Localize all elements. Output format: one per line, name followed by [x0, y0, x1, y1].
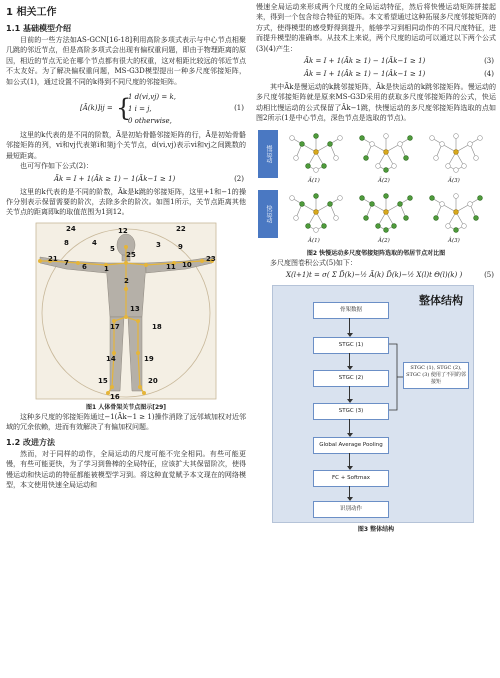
joint-number-label: 2 — [124, 276, 129, 285]
graph-node — [322, 163, 327, 168]
figure-3-caption: 图3 整体结构 — [357, 526, 395, 534]
figure-1-skeleton — [6, 221, 246, 403]
joint-number-label: 17 — [110, 322, 120, 331]
graph-node — [392, 163, 397, 168]
graph-node — [454, 227, 459, 232]
stgc-3-box: STGC (3) — [313, 403, 389, 420]
output-action-box: 识别动作 — [313, 501, 389, 518]
graph-node — [398, 141, 403, 146]
graph-node — [338, 195, 343, 200]
joint-number-label: 21 — [48, 254, 58, 263]
joint-number-label: 9 — [178, 242, 183, 251]
sub-label: Ã(2) — [378, 177, 390, 184]
sub-label: Â(3) — [448, 237, 460, 244]
graph-node — [446, 223, 451, 228]
skeleton-figure — [6, 221, 246, 403]
graph-node — [328, 141, 333, 146]
equation-case: 1 d(vi,vj) = k, — [128, 93, 176, 102]
equation-number: (4) — [484, 70, 494, 79]
graph-node — [434, 215, 439, 220]
graph-node — [322, 223, 327, 228]
joint-number-label: 20 — [148, 376, 158, 385]
center-node — [314, 149, 319, 154]
graph-node — [454, 193, 459, 198]
graph-node — [290, 135, 295, 140]
joint-number-label: 6 — [82, 262, 87, 271]
slow-motion-label: 慢运动 — [258, 130, 278, 178]
joint-number-label: 12 — [118, 226, 128, 235]
graph-node — [294, 215, 299, 220]
paragraph: 这种多尺度的邻接矩阵通过−1(Ãk−1 ≥ 1)操作消除了远邻域加权对近邻域的冗余依赖，进而有效解决了有偏加权问题。 — [6, 412, 246, 432]
graph-node — [454, 167, 459, 172]
sub-label: Ã(3) — [448, 177, 460, 184]
graph-node — [478, 195, 483, 200]
graph-node — [392, 223, 397, 228]
joint-number-label: 16 — [110, 392, 120, 401]
sub-label: Â(1) — [308, 237, 320, 244]
center-node — [314, 209, 319, 214]
joint-number-label: 15 — [98, 376, 108, 385]
graph-node — [370, 141, 375, 146]
graph-node — [314, 227, 319, 232]
graph-node — [440, 201, 445, 206]
paragraph: 也可写作如下公式(2)： — [20, 162, 93, 171]
joint-number-label: 25 — [126, 250, 136, 259]
graph-node — [314, 167, 319, 172]
equation-lhs: [Ã(k)]ij = — [80, 104, 113, 113]
graph-node — [306, 223, 311, 228]
center-node — [384, 209, 389, 214]
paragraph: 多尺度图卷积公式(5)如下： — [270, 258, 357, 267]
graph-node — [300, 201, 305, 206]
joint-number-label: 8 — [64, 238, 69, 247]
equation-number: (5) — [484, 271, 494, 280]
stgc-bracket — [273, 286, 473, 522]
graph-node — [376, 223, 381, 228]
joint-number-label: 11 — [166, 262, 176, 271]
section-title: 1 相关工作 — [6, 7, 57, 18]
joint-number-label: 19 — [144, 354, 154, 363]
right-column — [256, 0, 496, 678]
joint-number-label: 24 — [66, 224, 76, 233]
equation-2 — [6, 174, 246, 185]
equation-number: (3) — [484, 57, 494, 66]
joint-number-label: 22 — [176, 224, 186, 233]
stgc-note: STGC (1), STGC (2), STGC (3) 使用了不同的邻接矩 — [403, 362, 469, 389]
graph-node — [384, 133, 389, 138]
graph-node — [404, 215, 409, 220]
sub-label: Â(2) — [378, 237, 390, 244]
graph-node — [364, 215, 369, 220]
graph-node — [370, 201, 375, 206]
figure-3-title: 整体结构 — [419, 294, 463, 308]
graph-node — [328, 201, 333, 206]
graph-node — [290, 195, 295, 200]
equation-body: Âk = I + 1(Âk ≥ 1) − 1(Âk−1 ≥ 1) — [304, 70, 426, 79]
joint-number-label: 18 — [152, 322, 162, 331]
joint-number-label: 13 — [130, 304, 140, 313]
joint-number-label: 7 — [64, 258, 69, 267]
joint-number-label: 10 — [182, 260, 192, 269]
graph-node — [384, 193, 389, 198]
graph-node — [398, 201, 403, 206]
graph-node — [462, 163, 467, 168]
equation-1 — [6, 90, 246, 128]
graph-node — [478, 135, 483, 140]
graph-node — [430, 135, 435, 140]
graph-node — [376, 163, 381, 168]
sub-label: Ã(1) — [308, 177, 320, 184]
fc-softmax-box: FC + Softmax — [313, 470, 389, 487]
joint-number-label: 4 — [92, 238, 97, 247]
paragraph: 目前的一些方法如AS-GCN[16-18]利用高阶多项式表示与中心节点相聚几跳的邻近节点，但是高阶多项式会出现有偏权重问题，即由于物理距离的原因，相近的节点无论在哪个节点都有很大的权重，这对相距比较远的邻近节点不太友好。为了解决偏权重问题，MS-G3D模型提出一种多尺度邻接矩阵，如公式(1)，通过设置不同的k得到不同尺度的邻接矩阵。 — [6, 36, 246, 86]
equation-3 — [256, 56, 496, 67]
graph-node — [434, 155, 439, 160]
equation-5 — [256, 270, 496, 281]
graph-node — [300, 141, 305, 146]
equation-4 — [256, 69, 496, 80]
brace: { — [116, 94, 132, 123]
graph-node — [364, 155, 369, 160]
graph-node — [446, 163, 451, 168]
graph-node — [404, 155, 409, 160]
graph-node — [474, 215, 479, 220]
subsection-title-2: 1.2 改进方法 — [6, 437, 55, 447]
gap-box: Global Average Pooling — [313, 437, 389, 454]
graph-node — [294, 155, 299, 160]
graph-node — [430, 195, 435, 200]
equation-case: 1 i = j, — [128, 105, 152, 114]
left-column — [6, 0, 246, 678]
input-skeleton-box: 骨架数据 — [313, 302, 389, 319]
graph-node — [408, 195, 413, 200]
joint-number-label: 5 — [110, 244, 115, 253]
joint-number-label: 1 — [104, 264, 109, 273]
graph-node — [408, 135, 413, 140]
graph-node — [468, 141, 473, 146]
graph-node — [474, 155, 479, 160]
graph-node — [384, 167, 389, 172]
equation-body: Ãk = I + 1(Ãk ≥ 1) − 1(Ãk−1 ≥ 1) — [304, 57, 426, 66]
graph-node — [468, 201, 473, 206]
paragraph: 慢速全局运动来形成两个尺度的全局运动特征，然后将快慢运动矩阵拼接起来，得到一个包含综合特征的矩阵。本文希望通过这种拓展多尺度邻接矩阵的方式，使得模型的感受野得到提升，能够学习到相同动作的不同尺度特征，进而提升模型的准确率。从技术上来说，两个尺度的运动可以通过以下两个公式(3)(4)产生： — [256, 3, 496, 53]
equation-number: (2) — [234, 174, 244, 183]
paragraph: 这里的k代表的是不同的阶数，Ã是初始骨骼邻接矩阵的行，Ã是初始骨骼邻接矩阵的列，vi和vj代表第i和第j个关节点，d(vi,vj)表示vi和vj之间跳数的最短距离。 — [6, 131, 246, 160]
graph-node — [314, 193, 319, 198]
equation-case: 0 otherwise, — [128, 117, 172, 126]
graph-node — [306, 163, 311, 168]
paragraph: 其中Ãk是慢运动的k跳邻接矩阵，Âk是快运动的k跳邻接矩阵。慢运动的多尺度邻接矩阵就是原来MS-G3D采用的获取多尺度邻接矩阵的公式，快运动相比慢运动的公式保留了Âk−1跳，快慢运动的多尺度邻接矩阵选取的点如图2所示(1是中心节点，深色节点是选取的节点)。 — [256, 83, 496, 123]
stgc-1-box: STGC (1) — [313, 337, 389, 354]
graph-node — [360, 135, 365, 140]
paragraph: 然而，对于同样的动作，全局运动的尺度可能不完全相同。有些可能更慢，有些可能更快，为了学习到鲁棒的全局特征，应该扩大其保留阶次，使得慢运动和快运动的特征都能被模型学习到。将这种直觉赋予本文现在的网络模型，本文使用快速全局运动和 — [6, 449, 246, 489]
center-node — [384, 149, 389, 154]
figure-2-graphs — [256, 128, 496, 246]
center-node — [454, 209, 459, 214]
graph-node — [384, 227, 389, 232]
graph-node — [334, 215, 339, 220]
graph-node — [334, 155, 339, 160]
graph-node — [440, 141, 445, 146]
equation-number: (1) — [234, 104, 244, 113]
figure-2-caption: 图2 快慢运动多尺度邻接矩阵选取的邻居节点对比图 — [306, 249, 446, 257]
graph-panels — [256, 128, 496, 246]
equation-body: X(l+1)t = σ( Σ D̃(k)−½ Ã(k) D̃(k)−½ X(l)t Θ(l)(k) ) — [286, 271, 463, 280]
figure-1-caption: 图1 人体骨架关节点图示[29] — [85, 403, 167, 411]
graph-node — [338, 135, 343, 140]
equation-body: Ãk = I + 1(Ãk ≥ 1) − 1(Ãk−1 ≥ 1) — [54, 174, 176, 183]
figure-3-architecture — [272, 285, 474, 523]
paragraph: 这里的k代表的是不同的阶数，Ãk是k跳的邻接矩阵，这里+1和−1的操作分别表示保留需要的阶次，去除多余的阶次。如图1所示，关节点距离其他关节点的距离即k的取值范围为1到12。 — [6, 187, 246, 217]
center-node — [454, 149, 459, 154]
stgc-2-box: STGC (2) — [313, 370, 389, 387]
fast-motion-label: 快运动 — [258, 190, 278, 238]
graph-node — [454, 133, 459, 138]
graph-node — [462, 223, 467, 228]
joint-number-label: 23 — [206, 254, 216, 263]
joint-number-label: 3 — [156, 240, 161, 249]
subsection-title-1: 1.1 基础模型介绍 — [6, 24, 71, 33]
joint-number-label: 14 — [106, 354, 116, 363]
graph-node — [314, 133, 319, 138]
graph-node — [360, 195, 365, 200]
